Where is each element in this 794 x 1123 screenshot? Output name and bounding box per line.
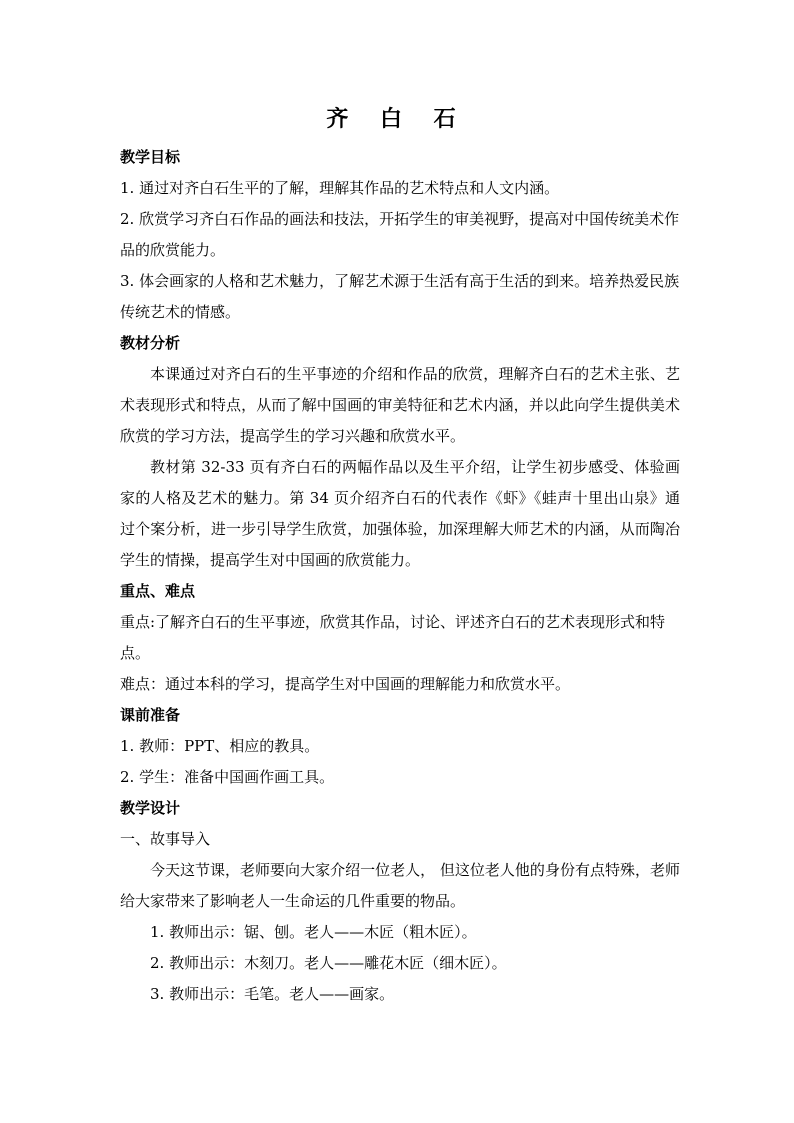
document-title: 齐 白 石 — [326, 106, 468, 132]
design-subheading: 一、故事导入 — [120, 830, 211, 848]
design-paragraph: 今天这节课，老师要向大家介绍一位老人， 但这位老人他的身份有点特殊，老师给大家带来了影响老人一生命运的几件重要的物品。 — [120, 861, 680, 910]
section-heading-prep: 课前准备 — [120, 706, 181, 724]
keypoint-item: 难点：通过本科的学习，提高学生对中国画的理解能力和欣赏水平。 — [120, 675, 571, 693]
goal-item: 1. 通过对齐白石生平的了解，理解其作品的艺术特点和人文内涵。 — [120, 179, 560, 197]
section-heading-keypoints: 重点、难点 — [120, 582, 196, 600]
goal-item: 3. 体会画家的人格和艺术魅力，了解艺术源于生活有高于生活的到来。培养热爱民族传统艺术的情感。 — [120, 272, 680, 321]
goal-item: 2. 欣赏学习齐白石作品的画法和技法，开拓学生的审美视野，提高对中国传统美术作品的欣赏能力。 — [120, 210, 680, 259]
keypoint-item: 重点:了解齐白石的生平事迹，欣赏其作品，讨论、评述齐白石的艺术表现形式和特点。 — [120, 613, 666, 662]
section-heading-analysis: 教材分析 — [120, 334, 181, 352]
analysis-paragraph: 教材第 32-33 页有齐白石的两幅作品以及生平介绍，让学生初步感受、体验画家的人格及艺术的魅力。第 34 页介绍齐白石的代表作《虾》《蛙声十里出山泉》通过个案分析，进一步引导学生欣赏，加强体验，加深理解大师艺术的内涵，从而陶冶学生的情操，提高学生对中国画的欣赏能力。 — [120, 458, 680, 569]
design-item: 3. 教师出示：毛笔。老人——画家。 — [150, 985, 395, 1003]
design-item: 1. 教师出示：锯、刨。老人——木匠（粗木匠）。 — [150, 923, 477, 941]
design-item: 2. 教师出示：木刻刀。老人——雕花木匠（细木匠）。 — [150, 954, 507, 972]
document-body — [120, 142, 680, 1010]
section-heading-design: 教学设计 — [120, 799, 181, 817]
analysis-paragraph: 本课通过对齐白石的生平事迹的介绍和作品的欣赏，理解齐白石的艺术主张、艺术表现形式和特点，从而了解中国画的审美特征和艺术内涵，并以此向学生提供美术欣赏的学习方法，提高学生的学习兴趣和欣赏水平。 — [120, 365, 680, 445]
prep-item: 2. 学生：准备中国画作画工具。 — [120, 768, 335, 786]
prep-item: 1. 教师：PPT、相应的教具。 — [120, 737, 320, 755]
section-heading-goals: 教学目标 — [120, 148, 181, 166]
